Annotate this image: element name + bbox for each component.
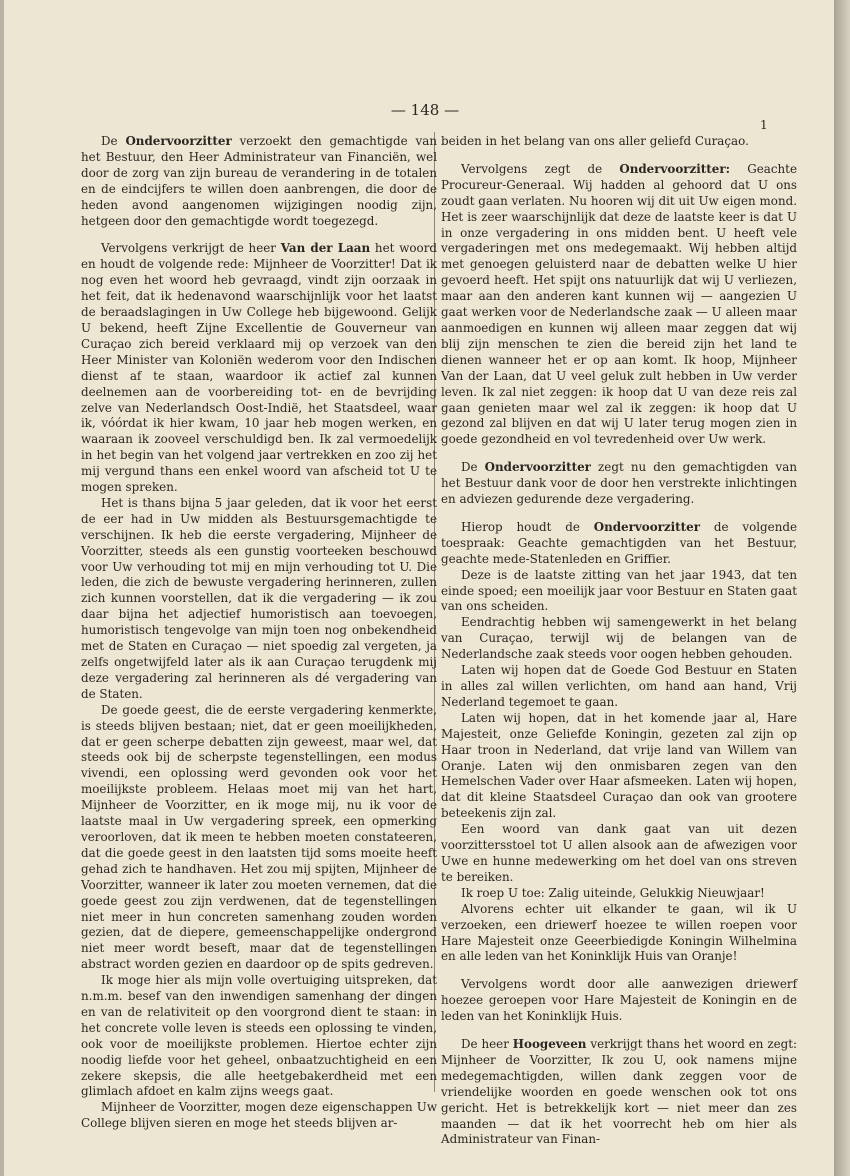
left-column <box>81 134 437 1132</box>
paragraph: Het is thans bijna 5 jaar geleden, dat ik voor het eerst de eer had in Uw midden als Bestuursgemachtigde te verschijnen. Ik heb die eerste vergadering, Mijnheer de Voorzitter, steeds als een gunstig voorteeken beschouwd voor Uw verhouding tot mij en mijn verhouding tot U. Die leden, die zich de bewuste vergadering herinneren, zullen zich kunnen voorstellen, dat ik die vergadering — ik zou daar bijna het adjectief humoristisch aan toevoegen, humoristisch tengevolge van mijn toen nog onbekendheid met de Staten en Curaçao — niet spoedig zal vergeten, ja zelfs ongetwijfeld later als ik aan Curaçao terugdenk mij deze vergadering zal herinneren als dé vergadering van de Staten. <box>81 495 437 701</box>
paragraph: Deze is de laatste zitting van het jaar 1943, dat ten einde spoed; een moeilijk jaar voor Bestuur en Staten gaat van ons scheiden. <box>441 567 797 614</box>
paragraph: Vervolgens zegt de Ondervoorzitter: Geachte Procureur-Generaal. Wij hadden al gehoord dat U ons zoudt gaan verlaten. Nu hooren wij dit uit Uw eigen mond. Het is zeer waarschijnlijk dat deze de laatste keer is dat U in onze vergadering in ons midden bent. U heeft vele vergaderingen met ons medegemaakt. Wij hebben altijd met genoegen geluisterd naar de debatten welke U hier gevoerd heeft. Het spijt ons natuurlijk dat wij U verliezen, maar aan den anderen kant kunnen wij — aangezien U gaat werken voor de Nederlandsche zaak — U alleen maar aanmoedigen en kunnen wij alleen maar zeggen dat wij blij zijn menschen te zien die bereid zijn het land te dienen wanneer het er op aan komt. Ik hoop, Mijnheer Van der Laan, dat U veel geluk zult hebben in Uw verder leven. Ik zal niet zeggen: ik hoop dat U van deze reis zal gaan genieten maar wel zal ik zeggen: ik hoop dat U gezond zal blijven en dat wij U later terug mogen zien in goede gezondheid en vol tevredenheid over Uw werk. <box>441 161 797 447</box>
paragraph: De goede geest, die de eerste vergadering kenmerkte, is steeds blijven bestaan; niet, dat er geen moeilijkheden, dat er geen scherpe debatten zijn geweest, maar wel, dat steeds ook bij de scherpste tegenstellingen, een modus vivendi, een oplossing werd gevonden ook voor het moeilijkste probleem. Helaas moet mij van het hart, Mijnheer de Voorzitter, en ik moge mij, nu ik voor de laatste maal in Uw vergadering spreek, een opmerking veroorloven, dat ik meen te hebben moeten constateeren, dat die goede geest in den laatsten tijd soms moeite heeft gehad zich te handhaven. Het zou mij spijten, Mijnheer de Voorzitter, wanneer ik later zou moeten vernemen, dat die goede geest zou zijn verdwenen, dat de tegenstellingen niet meer in hun concreten samenhang zouden worden gezien, dat de diepere, gemeenschappelijke ondergrond niet meer wordt beseft, maar dat de tegenstellingen abstract worden gezien en daardoor op de spits gedreven. <box>81 702 437 972</box>
paragraph: Laten wij hopen, dat in het komende jaar al, Hare Majesteit, onze Geliefde Koningin, gezeten zal zijn op Haar troon in Nederland, dat vrije land van Willem van Oranje. Laten wij den onmisbaren zegen van den Hemelschen Vader over Haar afsmeeken. Laten wij hopen, dat dit kleine Staatsdeel Curaçao dan ook van grootere beteekenis zijn zal. <box>441 710 797 821</box>
margin-mark: 1 <box>760 118 768 132</box>
paragraph: Alvorens echter uit elkander te gaan, wil ik U verzoeken, een driewerf hoezee te willen roepen voor Hare Majesteit onze Geeerbiedigde Koningin Wilhelmina en alle leden van het Koninklijk Huis van Oranje! <box>441 901 797 964</box>
paragraph: Hierop houdt de Ondervoorzitter de volgende toespraak: Geachte gemachtigden van het Bestuur, geachte mede-Statenleden en Griffier. <box>441 519 797 566</box>
paragraph: Eendrachtig hebben wij samengewerkt in het belang van Curaçao, terwijl wij de belangen van de Nederlandsche zaak steeds voor oogen hebben gehouden. <box>441 615 797 662</box>
paragraph: Ik roep U toe: Zalig uiteinde, Gelukkig Nieuwjaar! <box>461 885 765 900</box>
paragraph: Mijnheer de Voorzitter, mogen deze eigenschappen Uw College blijven sieren en moge het steeds blijven ar- <box>81 1100 437 1131</box>
paragraph: De heer Hoogeveen verkrijgt thans het woord en zegt: Mijnheer de Voorzitter, Ik zou U, ook namens mijne medegemachtigden, willen dank zeggen voor de vriendelijke woorden en goede wenschen ook tot ons gericht. Het is betrekkelijk kort — niet meer dan zes maanden — dat ik het voorrecht heb om hier als Administrateur van Finan- <box>441 1037 798 1147</box>
paragraph: Vervolgens verkrijgt de heer Van der Laan het woord en houdt de volgende rede: Mijnheer de Voorzitter! Dat ik nog even het woord heb gevraagd, vindt zijn oorzaak in het feit, dat ik hedenavond waarschijnlijk voor het laatst de beraadslagingen in Uw College heb bijgewoond. Gelijk U bekend, heeft Zijne Excellentie de Gouverneur van Curaçao zich bereid verklaard mij op verzoek van den Heer Minister van Koloniën wederom voor den Indischen dienst af te staan, waardoor ik actief zal kunnen deelnemen aan de voorbereiding tot- en de bevrijding zelve van Nederlandsch Oost-Indië, het Staatsdeel, waar ik, vóórdat ik hier kwam, 10 jaar heb mogen werken, en waaraan ik zooveel verschuldigd ben. Ik zal vermoedelijk in het begin van het volgend jaar vertrekken en zoo zij het mij vergund thans een enkel woord van afscheid tot U te mogen spreken. <box>81 241 437 495</box>
paragraph: Laten wij hopen dat de Goede God Bestuur en Staten in alles zal willen verlichten, om hand aan hand, Vrij Nederland tegemoet te gaan. <box>441 663 797 709</box>
paragraph: De Ondervoorzitter zegt nu den gemachtigden van het Bestuur dank voor de door hen verstrekte inlichtingen en adviezen gedurende deze vergadering. <box>441 460 797 507</box>
paragraph: beiden in het belang van ons aller geliefd Curaçao. <box>441 134 749 148</box>
page-number: — 148 — <box>390 101 460 119</box>
paragraph: Een woord van dank gaat van uit dezen voorzittersstoel tot U allen alsook aan de afwezigen voor Uwe en hunne medewerking om het doel van ons streven te bereiken. <box>441 822 797 884</box>
right-column <box>441 134 797 1148</box>
paragraph: De Ondervoorzitter verzoekt den gemachtigde van het Bestuur, den Heer Administrateur van Financiën, wel door de zorg van zijn bureau de verandering in de totalen en de eindcijfers te willen doen aanbrengen, die door de heden avond aangenomen wijzigingen noodig zijn, hetgeen door den gemachtigde wordt toegezegd. <box>81 134 437 228</box>
paragraph: Ik moge hier als mijn volle overtuiging uitspreken, dat n.m.m. besef van den inwendigen samenhang der dingen en van de relativiteit op den voorgrond dient te staan: in het concrete volle leven is steeds een oplossing te vinden, ook voor de moeilijkste problemen. Hiertoe echter zijn noodig liefde voor het geheel, onbaatzuchtigheid en een zekere skepsis, die alle heetgebakerdheid met een glimlach afdoet en kalm zijns weegs gaat. <box>81 973 437 1099</box>
page-right-shadow <box>834 0 850 1176</box>
paragraph: Vervolgens wordt door alle aanwezigen driewerf hoezee geroepen voor Hare Majesteit de Koningin en de leden van het Koninklijk Huis. <box>441 977 797 1024</box>
